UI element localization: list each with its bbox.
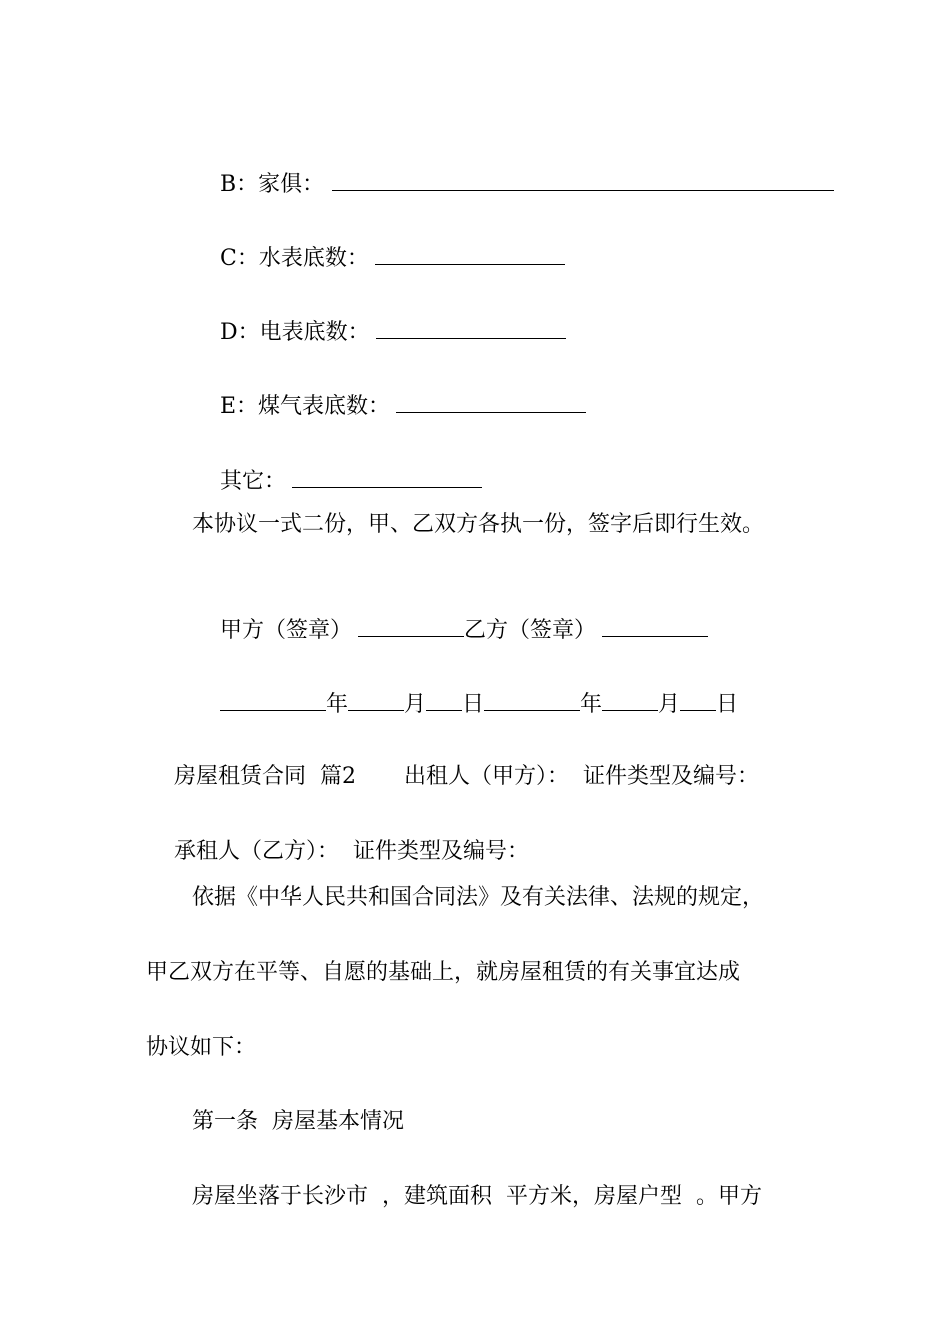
lessee-line [146, 810, 529, 894]
day-a-blank [426, 688, 462, 711]
lessor-label: 出租人（甲方）： [403, 764, 569, 789]
year-b-blank [484, 688, 580, 711]
contract-heading-line [146, 735, 759, 819]
month-a-blank [348, 688, 404, 711]
year-a-label: 年 [325, 692, 348, 717]
lessor-id-label: 证件类型及编号： [582, 764, 759, 789]
house-description: 房屋坐落于长沙市 ，建筑面积 平方米，房屋户型 。甲方 [192, 1184, 762, 1209]
party-a-sign-blank [358, 614, 464, 637]
electric-meter-blank [376, 316, 566, 339]
day-a-label: 日 [462, 692, 485, 717]
day-b-label: 日 [716, 692, 739, 717]
gas-meter-label: E：煤气表底数： [219, 394, 391, 419]
other-label: 其它： [219, 469, 286, 494]
electric-meter-label: D：电表底数： [219, 320, 370, 345]
party-b-sign-label: 乙方（签章） [464, 618, 597, 643]
month-b-blank [602, 688, 658, 711]
year-a-blank [220, 688, 326, 711]
year-b-label: 年 [580, 692, 603, 717]
party-b-sign-blank [602, 614, 708, 637]
lessee-id-label: 证件类型及编号： [353, 839, 530, 864]
basis-paragraph-line-3: 协议如下： [146, 1035, 257, 1060]
other-blank [292, 465, 482, 488]
gas-meter-blank [396, 390, 586, 413]
lessee-label: 承租人（乙方）： [173, 839, 339, 864]
water-meter-blank [375, 242, 565, 265]
basis-paragraph-line-1: 依据《中华人民共和国合同法》及有关法律、法规的规定， [192, 885, 765, 910]
gas-meter-line [192, 362, 586, 449]
day-b-blank [680, 688, 716, 711]
water-meter-label: C：水表底数： [219, 246, 369, 271]
party-a-sign-label: 甲方（签章） [219, 618, 352, 643]
contract-title: 房屋租赁合同 篇2 [173, 764, 356, 789]
furniture-blank [332, 168, 834, 191]
month-a-label: 月 [404, 692, 427, 717]
copies-clause: 本协议一式二份，甲、乙双方各执一份，签字后即行生效。 [192, 512, 765, 537]
furniture-label: B：家俱： [219, 172, 325, 197]
basis-paragraph-line-2: 甲乙双方在平等、自愿的基础上，就房屋租赁的有关事宜达成 [146, 960, 741, 985]
date-line [192, 660, 738, 747]
article-1-heading: 第一条 房屋基本情况 [192, 1109, 404, 1134]
month-b-label: 月 [658, 692, 681, 717]
